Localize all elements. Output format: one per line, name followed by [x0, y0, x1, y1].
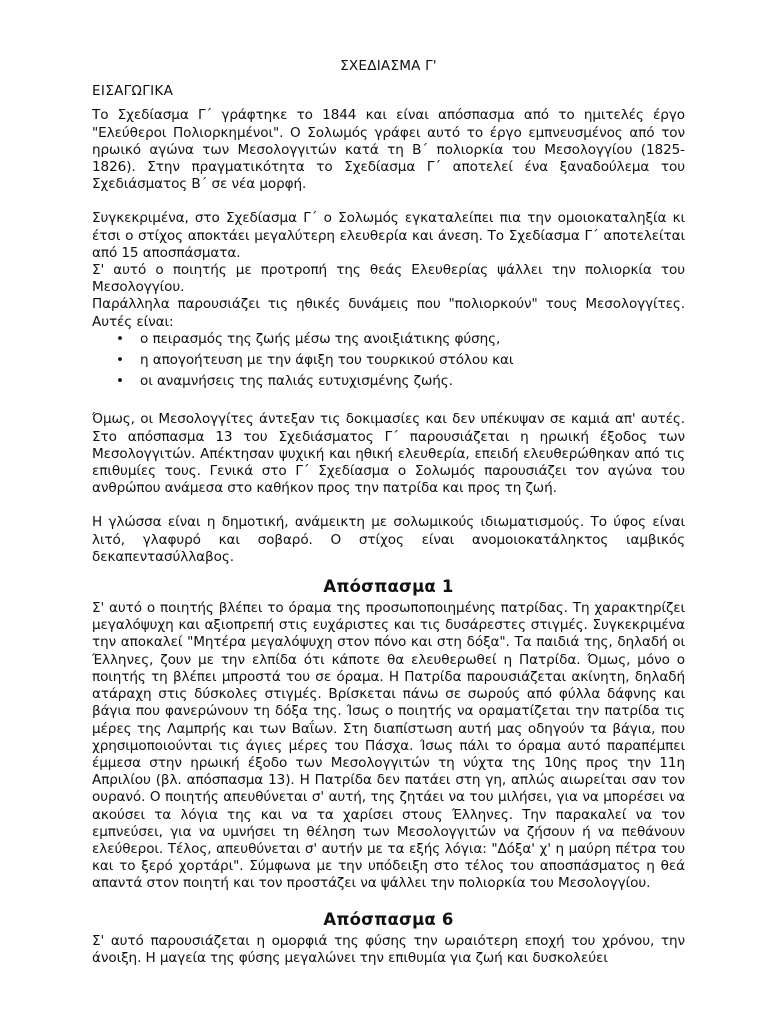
body-paragraph-1: Όμως, οι Μεσολογγίτες άντεξαν τις δοκιμασίες και δεν υπέκυψαν σε καμιά απ' αυτές. Στο απόσπασμα 13 του Σχεδιάσματος Γ΄ παρουσιάζεται η ηρωική έξοδος των Μεσολογγιτών. Απέκτησαν ψυχική και ηθική ελευθερία, επειδή ελευθερώθηκαν από τις επιθυμίες τους. Γενικά στο Γ΄ Σχεδίασμα ο Σολωμός παρουσιάζει τον αγώνα του ανθρώπου ανάμεσα στο καθήκον προς την πατρίδα και προς τη ζωή.: [92, 411, 685, 497]
intro-paragraph-1: Το Σχεδίασμα Γ΄ γράφτηκε το 1844 και είναι απόσπασμα από το ημιτελές έργο "Ελεύθεροι Πολιορκημένοι". Ο Σολωμός γράφει αυτό το έργο εμπνευσμένος από τον ηρωικό αγώνα των Μεσολογγιτών κατά τη Β΄ πολιορκία του Μεσολογγίου (1825-1826). Στην πραγματικότητα το Σχεδίασμα Γ΄ αποτελεί ένα ξαναδούλεμα του Σχεδιάσματος Β΄ σε νέα μορφή.: [92, 107, 685, 193]
document-title: ΣΧΕΔΙΑΣΜΑ Γ': [340, 58, 437, 74]
section-heading-1: Απόσπασμα 1: [323, 577, 454, 597]
intro-paragraph-3: Σ' αυτό ο ποιητής με προτροπή της θεάς Ελευθερίας ψάλλει την πολιορκία του Μεσολογγίου.: [92, 262, 685, 296]
document-page: [92, 58, 685, 967]
list-item: [116, 330, 685, 348]
paragraph-spacer: [92, 497, 685, 514]
bullet-text: οι αναμνήσεις της παλιάς ευτυχισμένης ζωής.: [140, 373, 453, 390]
body-paragraph-2: Η γλώσσα είναι η δημοτική, ανάμεικτη με σολωμικούς ιδιωματισμούς. Το ύφος είναι λιτό, γλαφυρό και σοβαρό. Ο στίχος είναι ανομοιοκατάληκτος ιαμβικός δεκαπεντασύλλαβος.: [92, 514, 685, 565]
intro-paragraph-4: Παράλληλα παρουσιάζει τις ηθικές δυνάμεις που "πολιορκούν" τους Μεσολογγίτες. Αυτές είναι:: [92, 296, 685, 330]
bullet-icon: •: [116, 352, 124, 369]
bullet-text: η απογοήτευση με την άφιξη του τουρκικού στόλου και: [140, 352, 514, 369]
bullet-icon: •: [116, 330, 124, 347]
paragraph-spacer: [92, 193, 685, 210]
bullet-text: ο πειρασμός της ζωής μέσω της ανοιξιάτικης φύσης,: [140, 330, 501, 347]
section-1-text: Σ' αυτό ο ποιητής βλέπει το όραμα της προσωποποιημένης πατρίδας. Τη χαρακτηρίζει μεγαλόψυχη και αξιοπρεπή στις ευχάριστες και τις δυσάρεστες στιγμές. Συγκεκριμένα την αποκαλεί "Μητέρα μεγαλόψυχη στον πόνο και στη δόξα". Τα παιδιά της, δηλαδή οι Έλληνες, ζουν με την ελπίδα ότι κάποτε θα ελευθερωθεί η Πατρίδα. Όμως, μόνο ο ποιητής τη βλέπει μπροστά του σε όραμα. Η Πατρίδα παρουσιάζεται ακίνητη, δηλαδή ατάραχη στις δύσκολες στιγμές. Βρίσκεται πάνω σε σωρούς από φύλλα δάφνης και βάγια που φανερώνουν τη δόξα της. Ίσως ο ποιητής να οραματίζεται την πατρίδα τις μέρες της Λαμπρής και των Βαΐων. Στη διαπίστωση αυτή μας οδηγούν τα βάγια, που χρησιμοποιούνται τις άγιες μέρες του Πάσχα. Ίσως πάλι το όραμα αυτό παραπέμπει έμμεσα στην ηρωική έξοδο των Μεσολογγιτών τη νύχτα της 10ης προς την 11η Απριλίου (βλ. απόσπασμα 13). Η Πατρίδα δεν πατάει στη γη, απλώς αιωρείται σαν τον ουρανό. Ο ποιητής απευθύνεται σ' αυτή, της ζητάει να του μιλήσει, για να μπορέσει να ακούσει τα λόγια της και να τα χαρίσει στους Έλληνες. Την παρακαλεί να τον εμπνεύσει, για να υμνήσει τη θέληση των Μεσολογγιτών να ζήσουν ή να πεθάνουν ελεύθεροι. Τέλος, απευθύνεται σ' αυτήν με τα εξής λόγια: "Δόξα' χ' η μαύρη πέτρα του και το ξερό χορτάρι". Σύμφωνα με την υπόδειξη στο τέλος του αποσπάσματος η θεά απαντά στον ποιητή και τον προστάζει να ψάλλει την πολιορκία του Μεσολογγίου.: [92, 600, 685, 892]
intro-paragraph-2: Συγκεκριμένα, στο Σχεδίασμα Γ΄ ο Σολωμός εγκαταλείπει πια την ομοιοκαταληξία κι έτσι ο στίχος αποκτάει μεγαλύτερη ελευθερία και άνεση. Το Σχεδίασμα Γ΄ αποτελείται από 15 αποσπάσματα.: [92, 210, 685, 261]
section-heading-6: Απόσπασμα 6: [323, 909, 454, 929]
intro-heading: ΕΙΣΑΓΩΓΙΚΑ: [92, 83, 174, 100]
bullet-list: [92, 331, 685, 391]
paragraph-spacer: [92, 394, 685, 411]
list-item: [116, 352, 685, 369]
bullet-icon: •: [116, 373, 124, 390]
list-item: [116, 373, 685, 390]
section-6-text: Σ' αυτό παρουσιάζεται η ομορφιά της φύσης την ωραιότερη εποχή του χρόνου, την άνοιξη. Η μαγεία της φύσης μεγαλώνει την επιθυμία για ζωή και δυσκολεύει: [92, 932, 685, 966]
